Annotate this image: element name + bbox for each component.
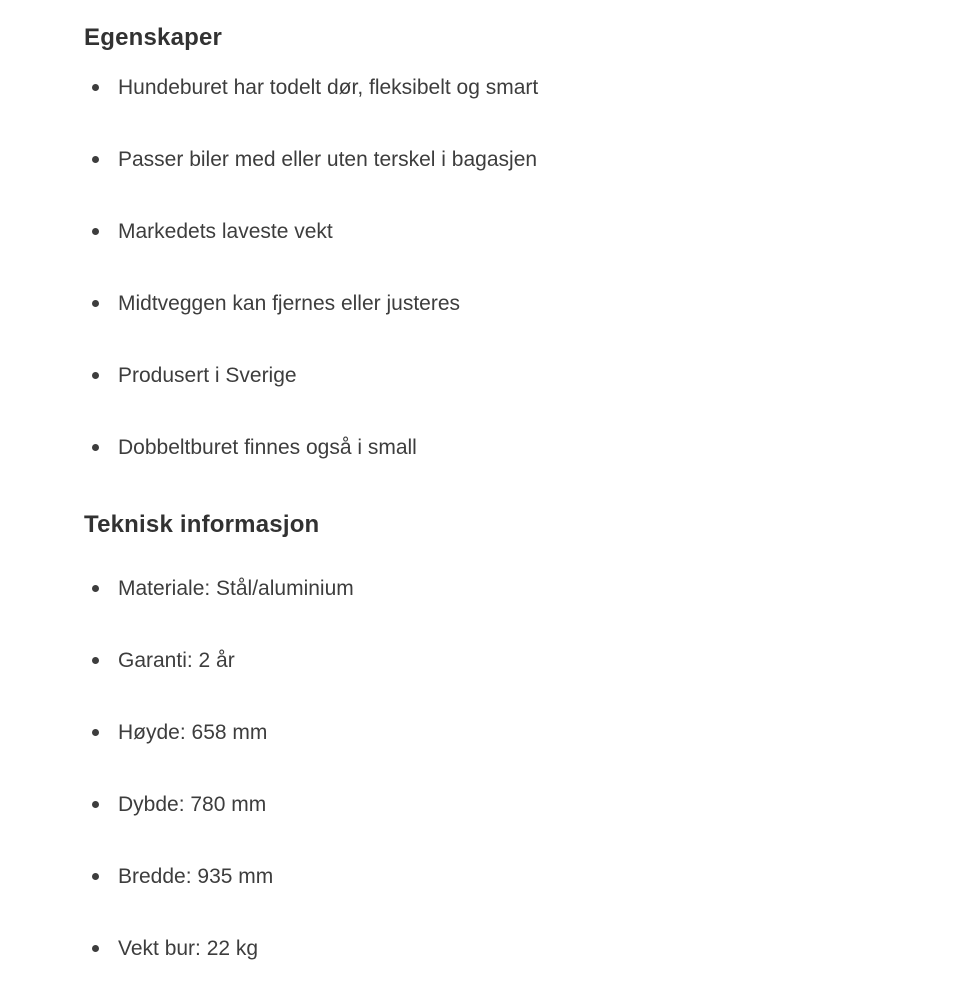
list-item: Materiale: Stål/aluminium bbox=[84, 574, 900, 603]
list-item: Dobbeltburet finnes også i small bbox=[84, 433, 900, 462]
list-item: Vekt bur: 22 kg bbox=[84, 934, 900, 963]
list-item: Passer biler med eller uten terskel i bagasjen bbox=[84, 145, 900, 174]
list-item: Bredde: 935 mm bbox=[84, 862, 900, 891]
list-item: Markedets laveste vekt bbox=[84, 217, 900, 246]
technical-info-list bbox=[84, 574, 900, 963]
features-heading: Egenskaper bbox=[84, 24, 223, 51]
list-item: Produsert i Sverige bbox=[84, 361, 900, 390]
list-item: Garanti: 2 år bbox=[84, 646, 900, 675]
list-item: Hundeburet har todelt dør, fleksibelt og smart bbox=[84, 73, 900, 102]
technical-info-heading: Teknisk informasjon bbox=[84, 511, 320, 538]
list-item: Dybde: 780 mm bbox=[84, 790, 900, 819]
list-item: Midtveggen kan fjernes eller justeres bbox=[84, 289, 900, 318]
list-item: Høyde: 658 mm bbox=[84, 718, 900, 747]
features-list bbox=[84, 73, 900, 462]
